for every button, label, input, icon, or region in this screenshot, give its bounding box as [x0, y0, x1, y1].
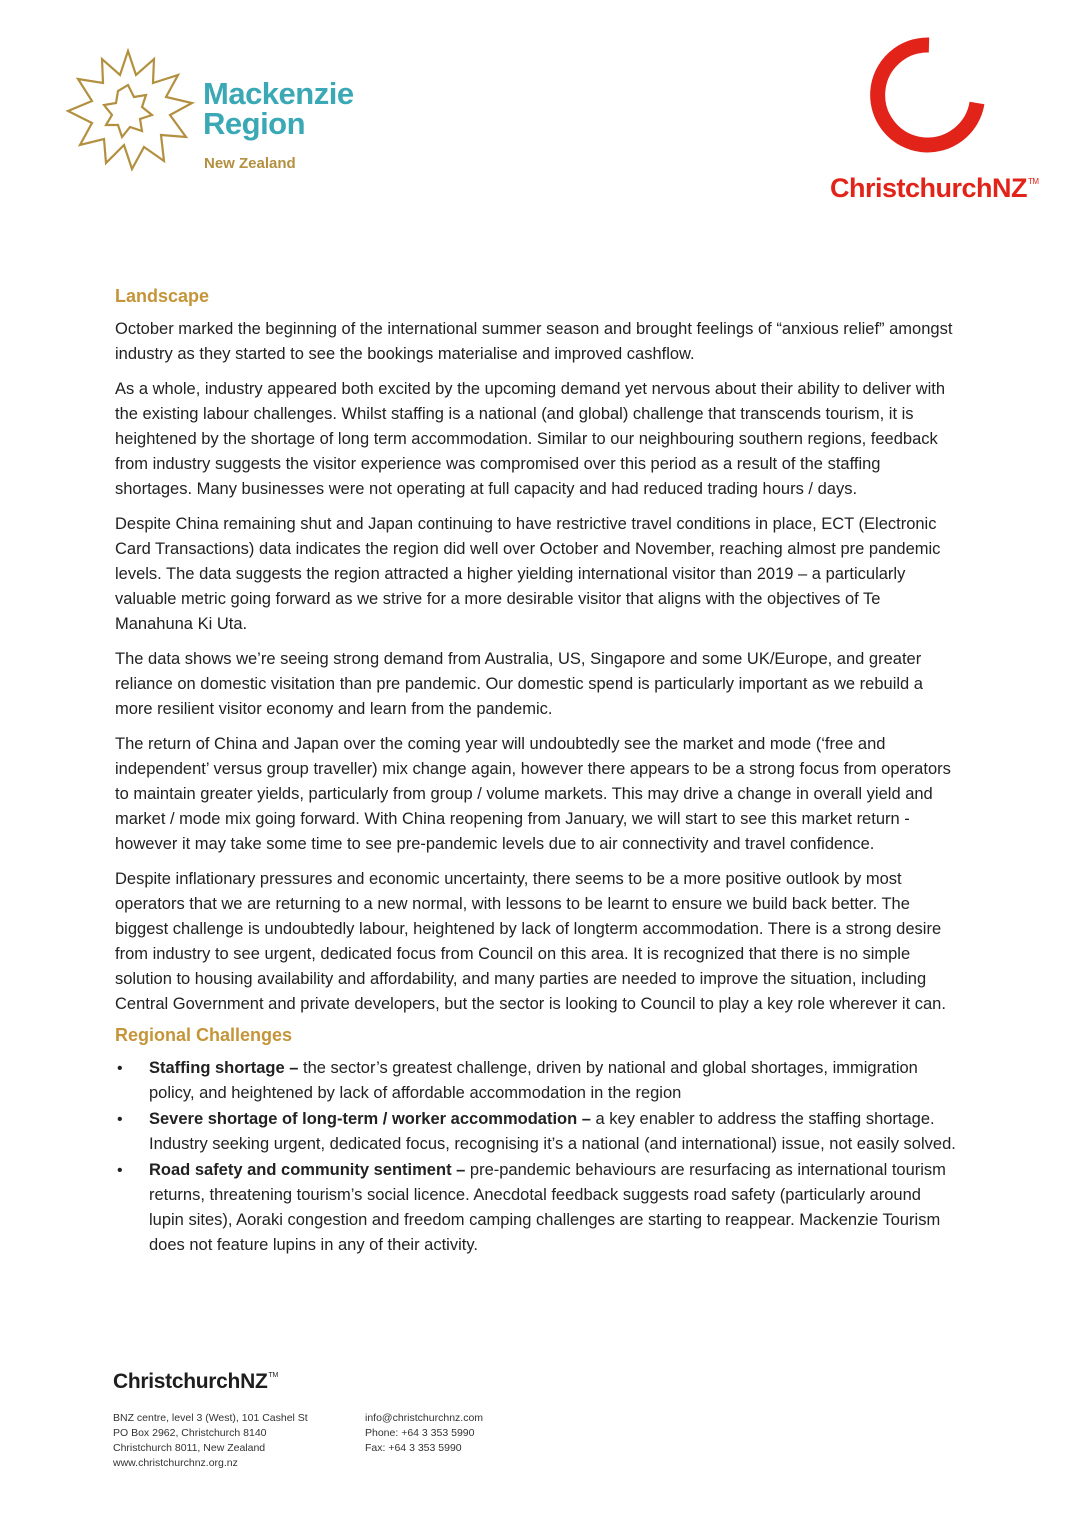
section-heading-landscape: Landscape	[115, 286, 210, 306]
christchurch-c-icon	[865, 35, 991, 165]
paragraph: The data shows we’re seeing strong demand from Australia, US, Singapore and some UK/Europe, and greater reliance on domestic visitation than pre pandemic. Our domestic spend is particularly important as we rebuild a more resilient visitor economy and learn from the pandemic.	[115, 650, 923, 718]
paragraph: Despite inflationary pressures and economic uncertainty, there seems to be a more positive outlook by most operators that we are returning to a new normal, with lessons to be learnt to ensure we build back better. The biggest challenge is undoubtedly labour, heightened by lack of longterm accommodation. There is a strong desire from industry to see urgent, dedicated focus from Council on this area. It is recognized that there is no simple solution to housing availability and affordability, and many parties are needed to improve the situation, including Central Government and private developers, but the sector is looking to Council to play a key role wherever it can.	[115, 870, 946, 1013]
list-item	[115, 1158, 960, 1258]
mackenzie-region-logo	[58, 45, 388, 175]
footer-christchurchnz-logo	[113, 1370, 278, 1394]
address-line: BNZ centre, level 3 (West), 101 Cashel St	[113, 1412, 308, 1424]
mackenzie-line2: Region	[203, 106, 306, 141]
website-link[interactable]: www.christchurchnz.org.nz	[113, 1457, 238, 1469]
item-text: pre-pandemic behaviours are resurfacing as international tourism returns, threatening tourism’s social licence. Anecdotal feedback suggests road safety (particularly around lupin sites), Aoraki congestion and freedom camping challenges are starting to reappear. Mackenzie Tourism does not feature lupins in any of their activity.	[149, 1161, 946, 1254]
item-text: a key enabler to address the staffing shortage. Industry seeking urgent, dedicated focus, recognising it’s a national (and international) issue, not easily solved.	[149, 1110, 956, 1153]
footer-logo-text: ChristchurchNZ	[113, 1370, 268, 1393]
footer-address	[113, 1411, 308, 1471]
mackenzie-star-icon	[58, 45, 198, 175]
christchurch-name: ChristchurchNZ	[830, 173, 1028, 203]
mackenzie-subtitle: New Zealand	[204, 155, 296, 172]
bullet-icon: •	[117, 1060, 123, 1077]
bullet-icon: •	[117, 1162, 123, 1179]
footer-contact	[365, 1411, 483, 1456]
paragraph: Despite China remaining shut and Japan continuing to have restrictive travel conditions in place, ECT (Electronic Card Transactions) data indicates the region did well over October and November, reaching almost pre pandemic levels. The data suggests the region attracted a higher yielding international visitor than 2019 – a particularly valuable metric going forward as we strive for a more desirable visitor that aligns with the objectives of Te Manahuna Ki Uta.	[115, 515, 941, 633]
paragraph: As a whole, industry appeared both excited by the upcoming demand yet nervous about their ability to deliver with the existing labour challenges. Whilst staffing is a national (and global) challenge that transcends tourism, it is heightened by the shortage of long term accommodation. Similar to our neighbouring southern regions, feedback from industry suggests the visitor experience was compromised over this period as a result of the staffing shortages. Many businesses were not operating at full capacity and had reduced trading hours / days.	[115, 380, 946, 498]
phone-number: Phone: +64 3 353 5990	[365, 1427, 475, 1439]
trademark: TM	[1028, 177, 1039, 186]
item-text: the sector’s greatest challenge, driven by national and global shortages, immigration policy, and heightened by lack of affordable accommodation in the region	[149, 1059, 918, 1102]
item-title: Staffing shortage –	[149, 1059, 299, 1077]
item-title: Severe shortage of long-term / worker accommodation –	[149, 1110, 591, 1128]
item-title: Road safety and community sentiment –	[149, 1161, 466, 1179]
paragraph: The return of China and Japan over the coming year will undoubtedly see the market and mode (‘free and independent’ versus group traveller) mix change again, however there appears to be a strong focus from operators to maintain greater yields, particularly from group / volume markets. This may drive a change in overall yield and market / mode mix going forward. With China reopening from January, we will start to see this market return - however it may take some time to see pre-pandemic levels due to air connectivity and travel confidence.	[115, 735, 951, 853]
address-line: PO Box 2962, Christchurch 8140	[113, 1427, 267, 1439]
challenges-list	[115, 1056, 960, 1258]
footer-trademark: TM	[268, 1372, 278, 1379]
address-line: Christchurch 8011, New Zealand	[113, 1442, 266, 1454]
list-item	[115, 1107, 960, 1157]
bullet-icon: •	[117, 1111, 123, 1128]
christchurchnz-wordmark	[830, 173, 1039, 204]
mackenzie-title	[203, 76, 354, 141]
mackenzie-line1: Mackenzie	[203, 76, 354, 111]
section-heading-regional-challenges: Regional Challenges	[115, 1025, 293, 1045]
email-link[interactable]: info@christchurchnz.com	[365, 1412, 484, 1424]
christchurchnz-logo	[825, 35, 1040, 205]
main-content	[115, 284, 960, 1259]
fax-number: Fax: +64 3 353 5990	[365, 1442, 462, 1454]
paragraph: October marked the beginning of the international summer season and brought feelings of “anxious relief” amongst industry as they started to see the bookings materialise and improved cashflow.	[115, 320, 953, 363]
list-item	[115, 1056, 960, 1106]
